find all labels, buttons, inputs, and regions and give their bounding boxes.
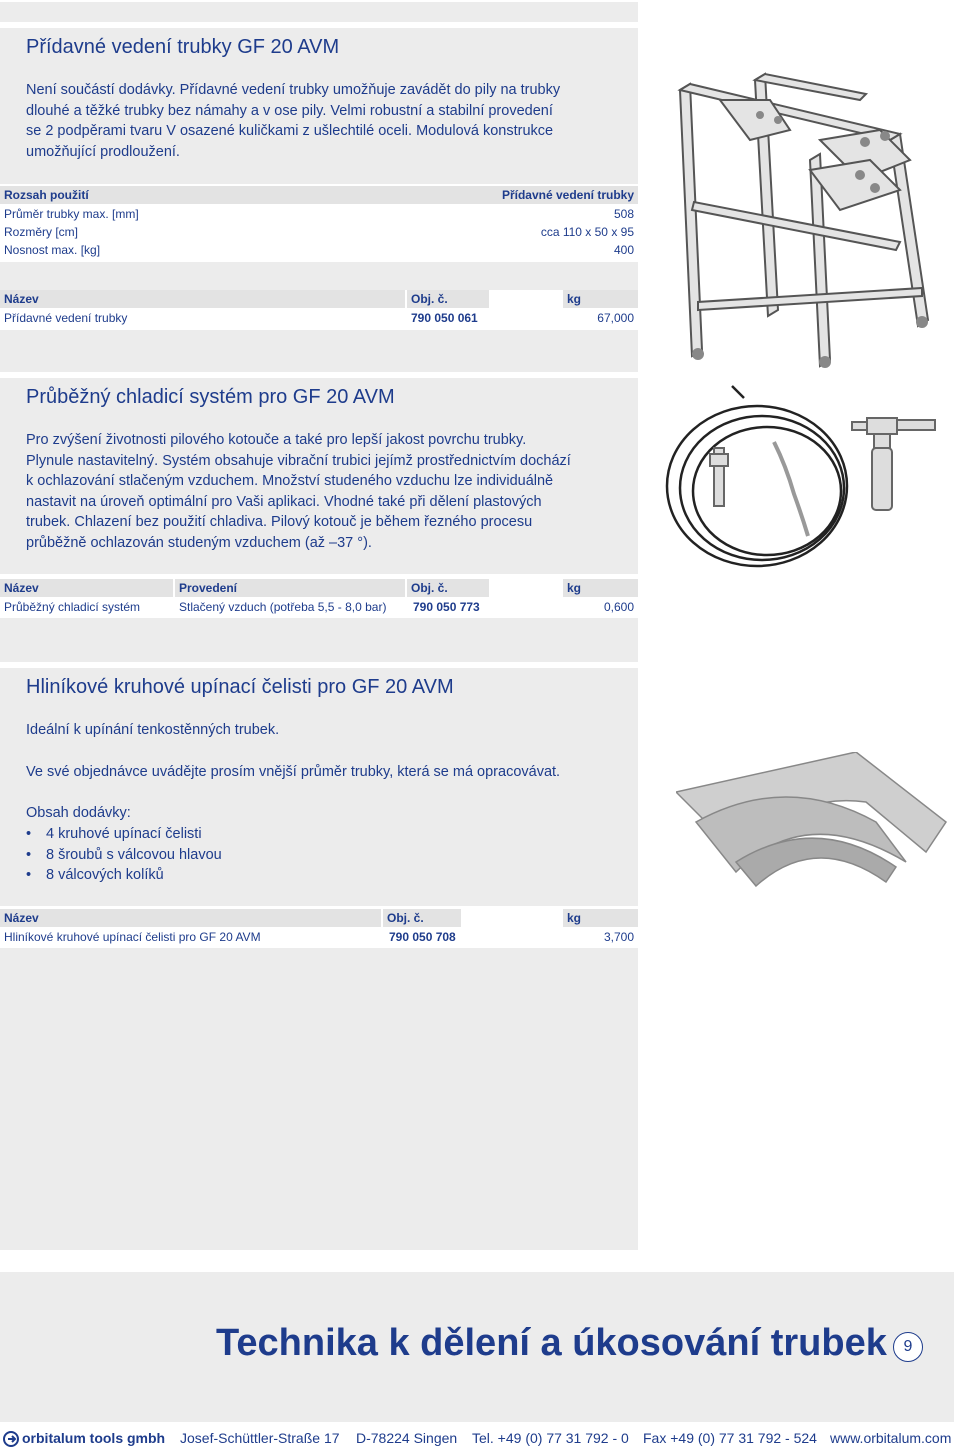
section2-line-6: průběžně ochlazován studeným vzduchem (až –37 °).	[26, 534, 372, 551]
section1-bottom	[0, 330, 638, 372]
list-item: • 4 kruhové upínací čelisti	[26, 824, 222, 845]
col-kg: kg	[563, 579, 638, 597]
col-name: Název	[0, 579, 173, 597]
section2-bottom	[0, 618, 638, 662]
spec-row	[0, 223, 638, 241]
table-row	[0, 309, 638, 327]
scope-list	[26, 824, 222, 886]
cell-order: 790 050 061	[407, 309, 489, 327]
section2-description	[26, 430, 626, 553]
cell-variant: Stlačený vzduch (potřeba 5,5 - 8,0 bar)	[175, 598, 407, 616]
cell-name: Průběžný chladicí systém	[0, 598, 173, 616]
section1-line-2: dlouhé a těžké trubky bez námahy a v ose pily. Velmi robustní a stabilní provedení	[26, 102, 553, 119]
section3-line1: Ideální k upínání tenkostěnných trubek.	[26, 722, 280, 738]
cell-kg: 3,700	[463, 928, 638, 946]
footer-web[interactable]: www.orbitalum.com	[830, 1430, 952, 1446]
section2-line-5: trubek. Chlazení bez použití chladiva. Pilový kotouč je během řezného procesu	[26, 514, 533, 530]
page-number: 9	[893, 1332, 923, 1362]
spec-header-left: Rozsah použití	[4, 188, 89, 202]
col-spacer	[463, 909, 561, 927]
cell-name: Hliníkové kruhové upínací čelisti pro GF 20 AVM	[0, 928, 381, 946]
col-order: Obj. č.	[383, 909, 461, 927]
section1-line-1: Není součástí dodávky. Přídavné vedení trubky umožňuje zavádět do pily na trubky	[26, 82, 561, 98]
spec-value: 400	[613, 243, 634, 257]
list-item: • 8 válcových kolíků	[26, 865, 222, 886]
product-table-header	[0, 290, 638, 308]
cell-order: 790 050 708	[385, 928, 461, 946]
spec-value: cca 110 x 50 x 95	[540, 225, 634, 239]
cell-kg: 67,000	[491, 309, 638, 327]
cooling-system-image	[662, 376, 957, 576]
footer-company: orbitalum tools gmbh	[22, 1430, 166, 1446]
section2-title: Průběžný chladicí systém pro GF 20 AVM	[26, 386, 395, 408]
list-item: • 8 šroubů s válcovou hlavou	[26, 845, 222, 866]
col-order: Obj. č.	[407, 290, 489, 308]
clamping-jaws-image	[676, 752, 954, 888]
spec-label: Nosnost max. [kg]	[4, 243, 101, 257]
section1-gap	[0, 262, 638, 290]
spec-header-right: Přídavné vedení trubky	[501, 188, 634, 202]
section2-line-1: Pro zvýšení životnosti pilového kotouče a také pro lepší jakost povrchu trubky.	[26, 432, 527, 448]
footer-street: Josef-Schüttler-Straße 17	[180, 1430, 340, 1446]
section3-title: Hliníkové kruhové upínací čelisti pro GF 20 AVM	[26, 676, 454, 698]
product-table-header	[0, 579, 638, 597]
footer-fax: Fax +49 (0) 77 31 792 - 524	[643, 1430, 817, 1446]
scope-title: Obsah dodávky:	[26, 805, 131, 821]
col-variant: Provedení	[175, 579, 405, 597]
footer-city: D-78224 Singen	[356, 1430, 458, 1446]
section1-description	[26, 80, 626, 162]
table-row	[0, 598, 638, 616]
footer-tel: Tel. +49 (0) 77 31 792 - 0	[472, 1430, 629, 1446]
col-kg: kg	[563, 909, 638, 927]
col-name: Název	[0, 290, 405, 308]
spec-value: 508	[613, 207, 634, 221]
col-kg: kg	[563, 290, 638, 308]
table-row	[0, 928, 638, 946]
cell-order: 790 050 773	[409, 598, 489, 616]
footer-contact	[0, 1428, 960, 1448]
footer-title: Technika k dělení a úkosování trubek	[216, 1322, 887, 1364]
section2-line-2: Plynule nastavitelný. Systém obsahuje vibrační trubici jejímž prostřednictvím dochází	[26, 452, 571, 469]
spec-row	[0, 205, 638, 223]
col-spacer	[491, 579, 561, 597]
section2-line-3: k ochlazování stlačeným vzduchem. Množství studeného vzduchu lze individuálně	[26, 473, 554, 489]
cell-kg: 0,600	[491, 598, 638, 616]
section3-bottom	[0, 948, 638, 1250]
section1-line-3: se 2 podpěrami tvaru V osazené kuličkami z ušlechtilé oceli. Modulová konstrukce	[26, 123, 554, 139]
col-spacer	[491, 290, 561, 308]
section1-line-4: umožňující prodloužení.	[26, 143, 180, 160]
col-name: Název	[0, 909, 381, 927]
section2-line-4: nastavit na úroveň optimální pro Vaši aplikaci. Vhodné také při dělení plastových	[26, 493, 542, 510]
cell-name: Přídavné vedení trubky	[0, 309, 405, 327]
col-order: Obj. č.	[407, 579, 489, 597]
pipe-support-image	[660, 60, 950, 380]
arrow-icon	[2, 1428, 20, 1448]
spec-label: Rozměry [cm]	[4, 225, 79, 239]
section1-title: Přídavné vedení trubky GF 20 AVM	[26, 36, 340, 58]
section3-line2: Ve své objednávce uvádějte prosím vnější průměr trubky, která se má opracovávat.	[26, 764, 561, 780]
spec-label: Průměr trubky max. [mm]	[4, 207, 139, 221]
spec-row	[0, 241, 638, 259]
top-strip	[0, 2, 638, 22]
spec-header	[0, 186, 638, 204]
product-table-header	[0, 909, 638, 927]
